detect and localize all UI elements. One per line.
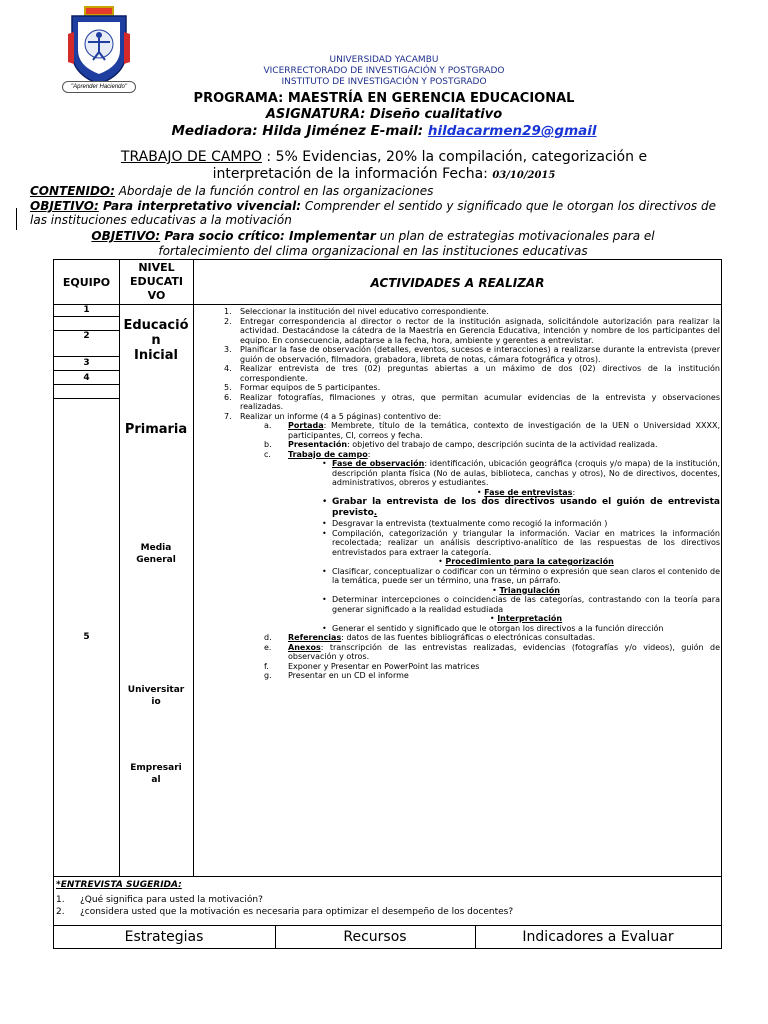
activity-item: 3. Planificar la fase de observación (detalles, eventos, sucesos e interacciones) a realizarse durante la entrevista (prever guión de observación, filmadora, grabadora, libreta de notas, cámara fotográfica y otros).: [224, 345, 720, 364]
bullet-observacion: [200, 459, 720, 488]
bullet-label: Fase de observación: [332, 459, 425, 468]
nivel-line: Universitar: [127, 685, 185, 695]
report-item-e: e. Anexos: transcripción de las entrevistas realizadas, evidencias (fotografías y/o videos), guión de observación y otros.: [264, 642, 720, 661]
report-text: Exponer y Presentar en PowerPoint las matrices: [288, 661, 480, 671]
bullet-text: Desgravar la entrevista (textualmente como recogió la información ): [332, 519, 608, 528]
instituto-name: INSTITUTO DE INVESTIGACIÓN Y POSTGRADO: [281, 77, 487, 87]
triangulacion-heading: • Triangulación: [492, 585, 560, 595]
report-text: : objetivo del trabajo de campo, descripción sucinta de la actividad realizada.: [347, 440, 658, 449]
activity-text: Seleccionar la institución del nivel educativo correspondiente.: [240, 307, 489, 316]
bullet-icon: •: [322, 459, 327, 468]
university-name: UNIVERSIDAD YACAMBU: [329, 55, 439, 65]
report-text: : transcripción de las entrevistas realizadas, evidencias (fotografías y/o videos), guión de observación y otros.: [288, 642, 720, 661]
entrevista-label: *ENTREVISTA SUGERIDA:: [56, 880, 182, 890]
nivel-line: Inicial: [134, 348, 178, 363]
nivel-media-general: [120, 542, 192, 566]
nivel-line: al: [151, 775, 161, 785]
bullet-icon: •: [322, 595, 327, 604]
col-nivel-line: EDUCATI: [130, 275, 183, 288]
nivel-line: Media: [140, 543, 172, 553]
contenido-text: Abordaje de la función control en las organizaciones: [114, 184, 434, 198]
bullet-compilacion: [200, 529, 720, 558]
email-link[interactable]: hildacarmen29@gmail: [427, 123, 597, 139]
nivel-empresarial: [120, 762, 192, 786]
objetivo-2-label: OBJETIVO:: [91, 229, 161, 243]
col-equipo-header: EQUIPO: [62, 276, 111, 289]
equipo-2: 2: [83, 331, 90, 341]
nivel-primaria: Primaria: [124, 422, 188, 437]
activity-item: 4. Realizar entrevista de tres (02) preguntas abiertas a un máximo de dos (02) directivos de la institución correspondiente.: [224, 364, 720, 383]
activity-text: Realizar fotografías, filmaciones y otras, que permitan acumular evidencias de la entrevista y observaciones realizadas.: [240, 392, 720, 411]
bullet-clasificar: [200, 567, 720, 586]
nivel-universitario: [120, 684, 192, 708]
vicerrectorado-name: VICERRECTORADO DE INVESTIGACIÓN Y POSTGRADO: [263, 66, 505, 76]
activity-item: 7. Realizar un informe (4 a 5 páginas) contentivo de:: [224, 411, 442, 421]
bullet-label: Fase de entrevistas: [484, 487, 573, 497]
col-nivel-header: [120, 261, 193, 303]
fieldwork-line2-text: interpretación de la información Fecha:: [212, 166, 493, 182]
bullet-text: Generar el sentido y significado que le otorgan los directivos a la función dirección: [332, 623, 664, 633]
report-item-g: g. Presentar en un CD el informe: [264, 671, 409, 680]
activity-item: 1. Seleccionar la institución del nivel educativo correspondiente.: [224, 307, 489, 316]
objetivo-1-text: Comprender el sentido y significado que le otorgan los directivos de las instituciones educativas a la motivación: [30, 199, 716, 227]
activity-item: 5. Formar equipos de 5 participantes.: [224, 383, 381, 392]
question-item: 2. ¿considera usted que la motivación es necesaria para optimizar el desempeño de los docentes?: [56, 907, 514, 917]
footer-row: [53, 926, 721, 948]
bullet-text: :: [572, 487, 576, 497]
bullet-icon: •: [322, 528, 327, 538]
bullet-text: Compilación, categorización y triangular la información. Vaciar en matrices la información recolectada; realizar un análisis descriptivo-analítico de las respuestas de los directivos entrevistados para extraer la categoría.: [332, 528, 720, 557]
report-label: Referencias: [288, 633, 342, 642]
equipo-1: 1: [83, 305, 90, 315]
interpretacion-heading: • Interpretación: [489, 614, 563, 623]
question-text: ¿considera usted que la motivación es necesaria para optimizar el desempeño de los docentes?: [80, 907, 514, 917]
activity-text: Planificar la fase de observación (detalles, eventos, sucesos e interacciones) a realizarse durante la entrevista (prever guión de observación, filmadora, grabadora, libreta de notas, cámara fotográfica y otros).: [240, 345, 720, 364]
equipo-4: 4: [83, 373, 90, 383]
bullet-determinar: [200, 595, 720, 614]
objetivo-1-label: OBJETIVO:: [30, 199, 99, 213]
procedimiento-heading: • Procedimiento para la categorización: [438, 557, 614, 566]
mediator-text: Mediadora: Hilda Jiménez E-mail:: [171, 123, 428, 139]
report-item-b: b. Presentación: objetivo del trabajo de campo, descripción sucinta de la actividad realizada.: [264, 440, 658, 449]
bullet-icon: •: [322, 566, 327, 576]
report-item-c: c. Trabajo de campo:: [264, 449, 371, 459]
report-item-d: d. Referencias: datos de las fuentes bibliográficas o electrónicas consultadas.: [264, 633, 596, 642]
indicadores-header: Indicadores a Evaluar: [522, 929, 674, 945]
recursos-header: Recursos: [343, 929, 407, 945]
report-label: Trabajo de campo: [288, 449, 368, 459]
heading-label: Triangulación: [499, 585, 560, 595]
col-actividades-header: ACTIVIDADES A REALIZAR: [370, 276, 545, 290]
fieldwork-label: TRABAJO DE CAMPO: [120, 149, 262, 165]
col-nivel-line: VO: [147, 289, 166, 302]
report-item-f: f. Exponer y Presentar en PowerPoint las matrices: [264, 661, 480, 671]
nivel-line: n: [151, 333, 161, 348]
question-text: ¿Qué significa para usted la motivación?: [80, 895, 263, 905]
equipo-3: 3: [83, 358, 90, 368]
bullet-icon: •: [322, 623, 327, 633]
program-title: PROGRAMA: MAESTRÍA EN GERENCIA EDUCACIONAL: [193, 91, 575, 106]
activity-text: Formar equipos de 5 participantes.: [240, 383, 381, 392]
activity-item: 6. Realizar fotografías, filmaciones y otras, que permitan acumular evidencias de la entrevista y observaciones realizadas.: [224, 392, 720, 411]
fieldwork-date: 03/10/2015: [492, 170, 556, 181]
nivel-line: Educació: [123, 318, 189, 333]
bullet-text: : identificación, ubicación geográfica (croquis y/o mapa) de la institución, descripción planta física (No de aulas, biblioteca, canchas y otros), No de directivos, docentes, administrativos, obreros y estudiantes.: [332, 459, 721, 487]
equipo-5: 5: [83, 632, 90, 642]
contenido-label: CONTENIDO:: [30, 184, 115, 198]
col-nivel-line: NIVEL: [138, 261, 175, 274]
bullet-icon: •: [322, 497, 328, 507]
report-item-a: a. Portada: Membrete, título de la temática, contexto de investigación de la UEN o Universidad XXXX, participantes, CI, correos y fecha.: [264, 421, 720, 440]
report-text: : datos de las fuentes bibliográficas o electrónicas consultadas.: [341, 633, 596, 642]
heading-label: Procedimiento para la categorización: [445, 557, 614, 566]
activity-item: 2. Entregar correspondencia al director o rector de la institución asignada, solicitándole autorización para realizar la actividad. Destacándose la cátedra de la Maestría en Gerencia Educativa, intención y nombre de los participantes del equipo. En consecuencia, adaptarse a la fecha, hora, ambiente y gerentes a entrevistar.: [224, 316, 720, 345]
report-text: :: [367, 449, 371, 459]
report-label: Portada: [288, 421, 324, 430]
bullet-text: Clasificar, conceptualizar o codificar con un término o expresión que sean claros el contenido de la temática, puede ser un término, una frase, un párrafo.: [332, 566, 720, 585]
nivel-line: Empresari: [130, 763, 182, 773]
report-label: Anexos: [288, 642, 321, 652]
nivel-inicial: [120, 318, 192, 363]
activity-text: Entregar correspondencia al director o rector de la institución asignada, solicitándole autorización para realizar la actividad. Destacándose la cátedra de la Maestría en Gerencia Educativa, intención y nombre de los participantes del equipo. En consecuencia, adaptarse a la fecha, hora, ambiente y gerentes a entrevistar.: [240, 316, 720, 345]
bullet-end: .: [373, 508, 378, 518]
fieldwork-percent: : 5% Evidencias, 20% la compilación, categorización e: [261, 149, 648, 165]
heading-label: Interpretación: [497, 614, 563, 623]
report-label: Presentación: [288, 440, 348, 449]
objetivo-2-text: un plan de estrategias motivacionales para el: [375, 229, 655, 243]
report-text: : Membrete, título de la temática, contexto de investigación de la UEN o Universidad XXXX, participantes, CI, correos y fecha.: [288, 421, 720, 440]
estrategias-header: Estrategias: [124, 929, 204, 945]
activity-text: Realizar entrevista de tres (02) preguntas abiertas a un máximo de dos (02) directivos de la institución correspondiente.: [240, 364, 720, 383]
bullet-generar: [200, 624, 720, 634]
nivel-line: io: [151, 697, 161, 707]
question-item: 1. ¿Qué significa para usted la motivación?: [56, 895, 263, 905]
nivel-line: General: [136, 555, 176, 565]
activity-text: Realizar un informe (4 a 5 páginas) contentivo de:: [240, 411, 442, 421]
activities-list: [200, 307, 720, 681]
objetivo-2-strong: Para socio crítico: Implementar: [160, 229, 376, 243]
report-text: Presentar en un CD el informe: [288, 671, 409, 680]
bullet-text: Grabar la entrevista de los dos directivos usando el guión de entrevista previsto: [332, 497, 720, 518]
objetivo-1-strong: Para interpretativo vivencial:: [98, 199, 302, 213]
bullet-text: Determinar intercepciones o coincidencias de las categorías, contrastando con la teoría para generar significado a la realidad estudiada: [332, 595, 720, 614]
bullet-icon: •: [322, 519, 327, 528]
logo-motto: "Aprender Haciendo": [62, 81, 136, 93]
bullet-desgravar: [200, 519, 720, 529]
subject-title: ASIGNATURA: Diseño cualitativo: [265, 107, 503, 122]
bullet-grabar: [200, 497, 720, 519]
objetivo-2-line2: fortalecimiento del clima organizacional en las instituciones educativas: [158, 244, 588, 258]
entrevista-questions: [56, 894, 716, 918]
bullet-entrevistas-heading: • Fase de entrevistas:: [476, 487, 576, 497]
